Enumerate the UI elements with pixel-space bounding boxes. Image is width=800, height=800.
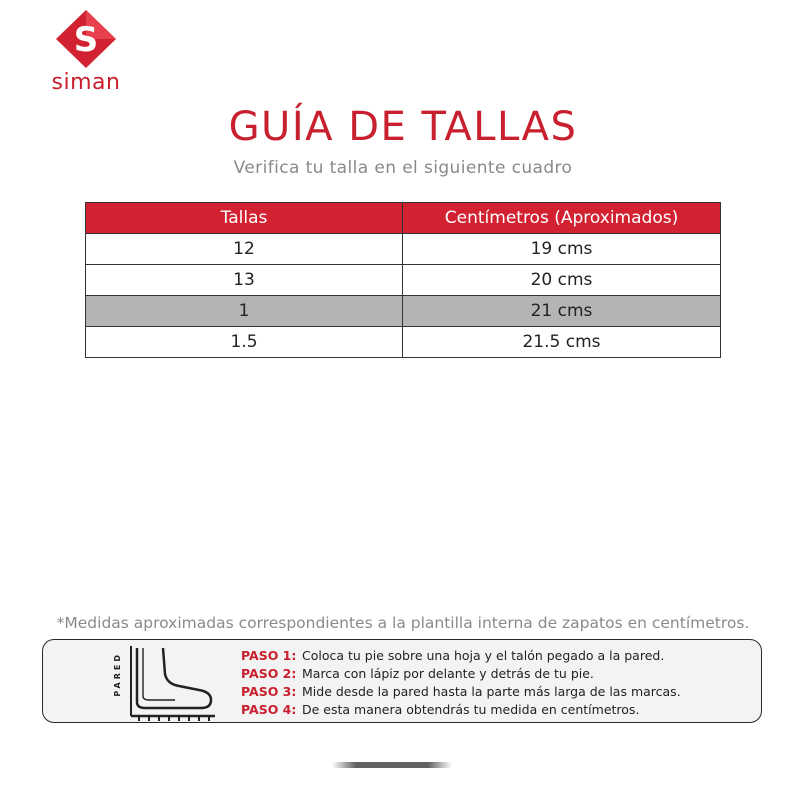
step-label: PASO 2: bbox=[241, 666, 297, 681]
table-row-highlighted bbox=[86, 296, 721, 327]
cm-cell: 21.5 cms bbox=[403, 327, 721, 358]
step-2 bbox=[241, 665, 681, 683]
foot-against-wall-icon bbox=[119, 644, 219, 722]
column-header-sizes: Tallas bbox=[86, 203, 403, 234]
step-text: Mide desde la pared hasta la parte más larga de las marcas. bbox=[302, 684, 681, 699]
step-3 bbox=[241, 683, 681, 701]
cm-cell: 20 cms bbox=[403, 265, 721, 296]
step-text: De esta manera obtendrás tu medida en centímetros. bbox=[302, 702, 640, 717]
table-row bbox=[86, 327, 721, 358]
table-row bbox=[86, 265, 721, 296]
step-text: Marca con lápiz por delante y detrás de tu pie. bbox=[302, 666, 594, 681]
wall-label: PARED bbox=[113, 652, 122, 697]
page-title: GUÍA DE TALLAS bbox=[228, 104, 578, 150]
step-text: Coloca tu pie sobre una hoja y el talón pegado a la pared. bbox=[302, 648, 665, 663]
table-header-row bbox=[86, 203, 721, 234]
cm-cell: 21 cms bbox=[403, 296, 721, 327]
column-header-centimeters: Centímetros (Aproximados) bbox=[403, 203, 721, 234]
size-cell: 13 bbox=[86, 265, 403, 296]
size-cell: 1.5 bbox=[86, 327, 403, 358]
steps-list bbox=[241, 647, 681, 719]
instructions-box bbox=[42, 639, 762, 723]
diamond-logo-icon bbox=[50, 8, 122, 70]
logo-letter: S bbox=[73, 20, 99, 60]
cm-cell: 19 cms bbox=[403, 234, 721, 265]
brand-name: siman bbox=[51, 70, 121, 95]
step-label: PASO 4: bbox=[241, 702, 297, 717]
shadow-divider bbox=[332, 762, 452, 768]
step-label: PASO 3: bbox=[241, 684, 297, 699]
size-cell: 1 bbox=[86, 296, 403, 327]
step-4 bbox=[241, 701, 681, 719]
step-1 bbox=[241, 647, 681, 665]
table-row bbox=[86, 234, 721, 265]
siman-logo bbox=[50, 8, 122, 98]
footnote: *Medidas aproximadas correspondientes a la plantilla interna de zapatos en centímetros. bbox=[56, 614, 750, 632]
size-table bbox=[85, 202, 721, 358]
page-subtitle: Verifica tu talla en el siguiente cuadro bbox=[233, 158, 573, 178]
step-label: PASO 1: bbox=[241, 648, 297, 663]
size-cell: 12 bbox=[86, 234, 403, 265]
